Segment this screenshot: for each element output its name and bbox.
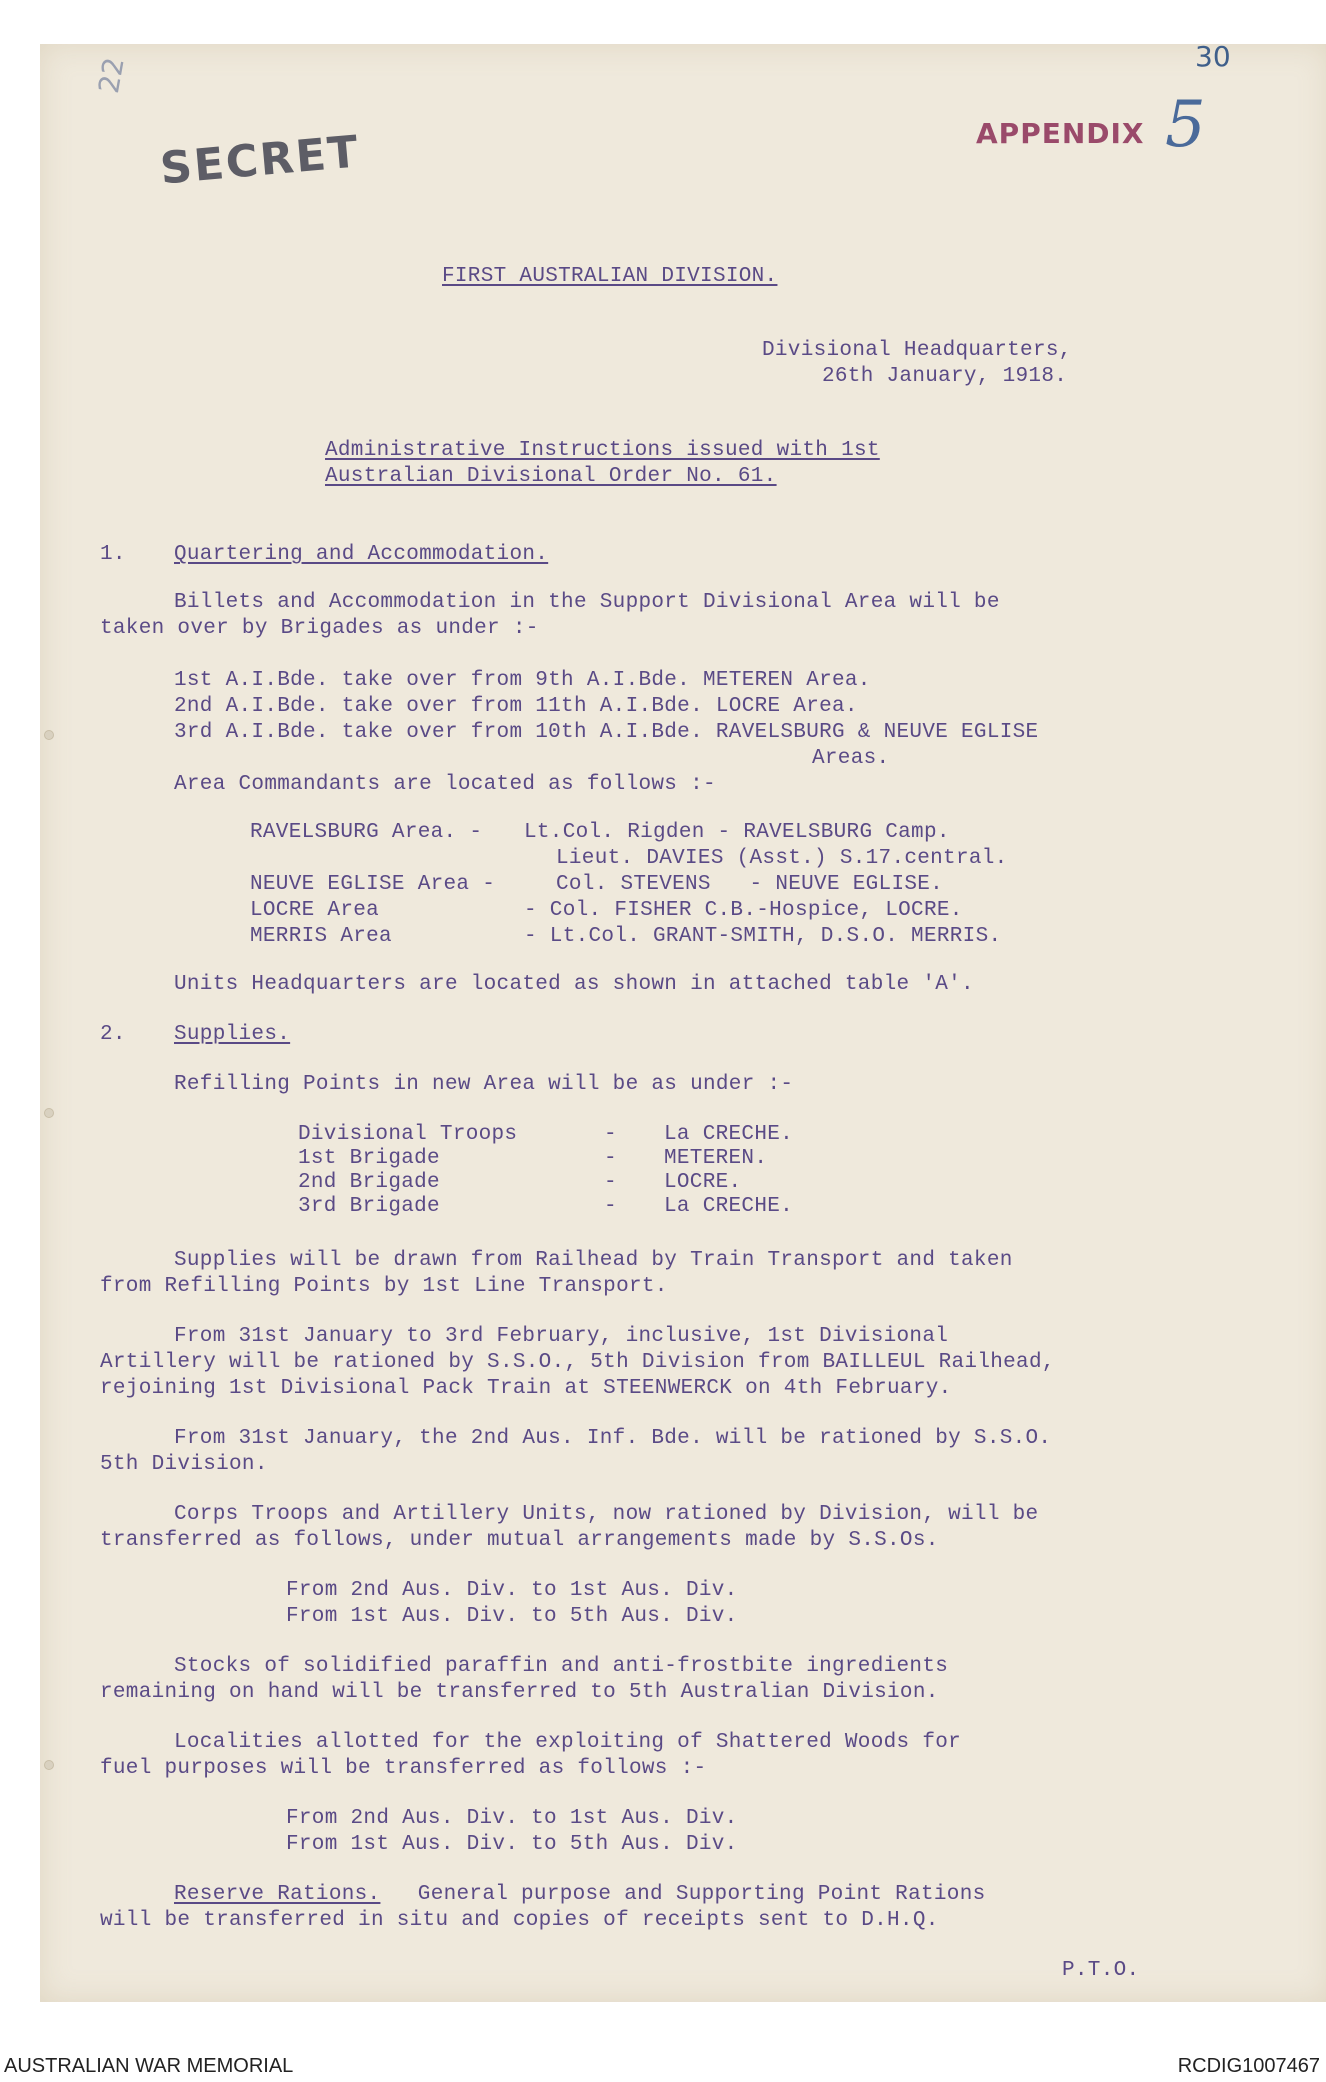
- section-title: Supplies.: [174, 1023, 291, 1046]
- area-commandant: - Col. FISHER C.B.-Hospice, LOCRE.: [524, 899, 963, 922]
- title-line: Australian Divisional Order No. 61.: [325, 465, 777, 488]
- page-number-handwritten: 30: [1195, 40, 1231, 73]
- side-handwritten-mark: 22: [92, 54, 131, 96]
- paragraph-line: Corps Troops and Artillery Units, now rationed by Division, will be: [174, 1503, 1039, 1526]
- refilling-unit: Divisional Troops: [298, 1123, 518, 1146]
- refilling-dash: -: [604, 1147, 617, 1170]
- paragraph-line: 5th Division.: [100, 1453, 268, 1476]
- paragraph-line: From 31st January, the 2nd Aus. Inf. Bde. will be rationed by S.S.O.: [174, 1427, 1052, 1450]
- hq-line: Divisional Headquarters,: [762, 339, 1072, 362]
- paragraph-line: Units Headquarters are located as shown in attached table 'A'.: [174, 973, 974, 996]
- refilling-dash: -: [604, 1171, 617, 1194]
- brigade-line: 2nd A.I.Bde. take over from 11th A.I.Bde. LOCRE Area.: [174, 695, 858, 718]
- punch-hole: [44, 730, 54, 740]
- paragraph-line: Artillery will be rationed by S.S.O., 5th Division from BAILLEUL Railhead,: [100, 1351, 1055, 1374]
- footer-source: AUSTRALIAN WAR MEMORIAL: [4, 2055, 294, 2077]
- paragraph-line: rejoining 1st Divisional Pack Train at STEENWERCK on 4th February.: [100, 1377, 952, 1400]
- transfer-line: From 1st Aus. Div. to 5th Aus. Div.: [286, 1605, 738, 1628]
- paragraph-line: remaining on hand will be transferred to 5th Australian Division.: [100, 1681, 939, 1704]
- refilling-unit: 2nd Brigade: [298, 1171, 440, 1194]
- area-name: LOCRE Area: [250, 899, 380, 922]
- refilling-dash: -: [604, 1123, 617, 1146]
- paragraph-line: Localities allotted for the exploiting of Shattered Woods for: [174, 1731, 962, 1754]
- section-number: 1.: [100, 543, 126, 566]
- transfer-line: From 2nd Aus. Div. to 1st Aus. Div.: [286, 1807, 738, 1830]
- paragraph-lead: Reserve Rations.: [174, 1883, 381, 1906]
- area-commandant: Col. STEVENS - NEUVE EGLISE.: [556, 873, 944, 896]
- punch-hole: [44, 1760, 54, 1770]
- paragraph-line: will be transferred in situ and copies of receipts sent to D.H.Q.: [100, 1909, 939, 1932]
- title-line: Administrative Instructions issued with 1st: [325, 439, 880, 462]
- paragraph-line: Area Commandants are located as follows :-: [174, 773, 716, 796]
- document-heading: FIRST AUSTRALIAN DIVISION.: [442, 265, 778, 288]
- punch-hole: [44, 1108, 54, 1118]
- paragraph-line: Stocks of solidified paraffin and anti-frostbite ingredients: [174, 1655, 949, 1678]
- paragraph-line: fuel purposes will be transferred as follows :-: [100, 1757, 707, 1780]
- brigade-line: 3rd A.I.Bde. take over from 10th A.I.Bde. RAVELSBURG & NEUVE EGLISE: [174, 721, 1039, 744]
- refilling-location: La CRECHE.: [664, 1195, 794, 1218]
- area-name: NEUVE EGLISE Area -: [250, 873, 496, 896]
- brigade-line: 1st A.I.Bde. take over from 9th A.I.Bde. METEREN Area.: [174, 669, 871, 692]
- section-number: 2.: [100, 1023, 126, 1046]
- area-name: MERRIS Area: [250, 925, 392, 948]
- appendix-number-handwritten: 5: [1165, 88, 1206, 162]
- transfer-line: From 2nd Aus. Div. to 1st Aus. Div.: [286, 1579, 738, 1602]
- refilling-unit: 3rd Brigade: [298, 1195, 440, 1218]
- refilling-dash: -: [604, 1195, 617, 1218]
- paragraph-line: From 31st January to 3rd February, inclusive, 1st Divisional: [174, 1325, 949, 1348]
- secret-stamp: SECRET: [158, 126, 362, 195]
- paragraph-line: taken over by Brigades as under :-: [100, 617, 539, 640]
- paragraph-line: Refilling Points in new Area will be as under :-: [174, 1073, 794, 1096]
- refilling-location: METEREN.: [664, 1147, 768, 1170]
- refilling-location: La CRECHE.: [664, 1123, 794, 1146]
- paragraph-line: from Refilling Points by 1st Line Transport.: [100, 1275, 668, 1298]
- paragraph-line: transferred as follows, under mutual arrangements made by S.S.Os.: [100, 1529, 939, 1552]
- pto-note: P.T.O.: [1062, 1959, 1140, 1982]
- paragraph-line: Billets and Accommodation in the Support Divisional Area will be: [174, 591, 1000, 614]
- area-name: RAVELSBURG Area. -: [250, 821, 483, 844]
- area-commandant: - Lt.Col. GRANT-SMITH, D.S.O. MERRIS.: [524, 925, 1002, 948]
- refilling-location: LOCRE.: [664, 1171, 742, 1194]
- section-title: Quartering and Accommodation.: [174, 543, 549, 566]
- refilling-unit: 1st Brigade: [298, 1147, 440, 1170]
- date-line: 26th January, 1918.: [822, 365, 1068, 388]
- area-commandant: Lieut. DAVIES (Asst.) S.17.central.: [556, 847, 1008, 870]
- appendix-stamp: APPENDIX: [976, 117, 1145, 150]
- paragraph-line: Supplies will be drawn from Railhead by Train Transport and taken: [174, 1249, 1013, 1272]
- footer-id: RCDIG1007467: [1177, 2055, 1320, 2077]
- brigade-line: Areas.: [812, 747, 890, 770]
- area-commandant: Lt.Col. Rigden - RAVELSBURG Camp.: [524, 821, 950, 844]
- transfer-line: From 1st Aus. Div. to 5th Aus. Div.: [286, 1833, 738, 1856]
- paragraph-line: General purpose and Supporting Point Rations: [392, 1883, 986, 1906]
